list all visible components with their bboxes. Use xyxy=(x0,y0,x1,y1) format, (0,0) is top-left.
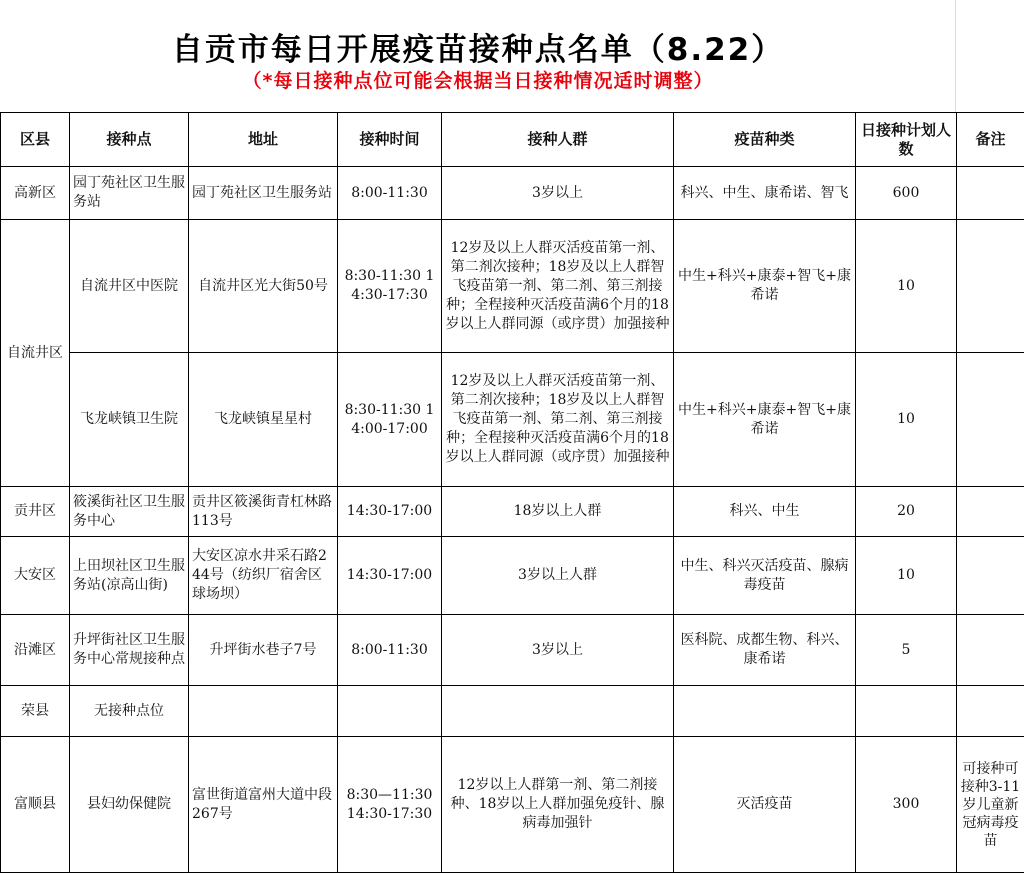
cell-count: 600 xyxy=(856,167,957,220)
cell-site: 升坪街社区卫生服务中心常规接种点 xyxy=(70,615,189,686)
cell-time: 8:00-11:30 xyxy=(338,167,442,220)
cell-time: 8:30-11:30 14:30-17:30 xyxy=(338,220,442,353)
cell-address: 富世街道富州大道中段267号 xyxy=(189,737,338,873)
cell-address: 升坪街水巷子7号 xyxy=(189,615,338,686)
cell-time xyxy=(338,686,442,737)
cell-site: 上田坝社区卫生服务站(凉高山街) xyxy=(70,537,189,615)
col-header-vaccine: 疫苗种类 xyxy=(674,113,856,167)
col-header-count: 日接种计划人数 xyxy=(856,113,957,167)
cell-note xyxy=(957,167,1024,220)
cell-county: 贡井区 xyxy=(1,487,70,537)
cell-address: 大安区凉水井采石路244号（纺织厂宿舍区球场坝） xyxy=(189,537,338,615)
header-row xyxy=(1,113,1024,167)
col-header-note: 备注 xyxy=(957,113,1024,167)
table-row xyxy=(1,167,1024,220)
cell-population: 12岁及以上人群灭活疫苗第一剂、第二剂次接种；18岁及以上人群智飞疫苗第一剂、第二剂、第三剂接种；全程接种灭活疫苗满6个月的18岁以上人群同源（或序贯）加强接种 xyxy=(442,353,674,487)
table-row xyxy=(1,615,1024,686)
table-row xyxy=(1,537,1024,615)
cell-site: 无接种点位 xyxy=(70,686,189,737)
cell-population: 18岁以上人群 xyxy=(442,487,674,537)
cell-time: 8:00-11:30 xyxy=(338,615,442,686)
cell-count xyxy=(856,686,957,737)
cell-site: 自流井区中医院 xyxy=(70,220,189,353)
cell-county: 高新区 xyxy=(1,167,70,220)
page-title: 自贡市每日开展疫苗接种点名单（8.22） xyxy=(0,24,956,69)
cell-address: 贡井区筱溪街青杠林路113号 xyxy=(189,487,338,537)
cell-county: 富顺县 xyxy=(1,737,70,873)
table-row xyxy=(1,737,1024,873)
cell-count: 300 xyxy=(856,737,957,873)
col-header-county: 区县 xyxy=(1,113,70,167)
cell-time: 8:30—11:30 14:30-17:30 xyxy=(338,737,442,873)
cell-count: 10 xyxy=(856,220,957,353)
cell-site: 县妇幼保健院 xyxy=(70,737,189,873)
cell-vaccine: 中生、科兴灭活疫苗、腺病毒疫苗 xyxy=(674,537,856,615)
cell-vaccine: 中生+科兴+康泰+智飞+康希诺 xyxy=(674,220,856,353)
cell-note xyxy=(957,487,1024,537)
cell-note xyxy=(957,537,1024,615)
page-subtitle: （*每日接种点位可能会根据当日接种情况适时调整） xyxy=(0,66,956,93)
cell-vaccine: 科兴、中生 xyxy=(674,487,856,537)
cell-address: 自流井区光大街50号 xyxy=(189,220,338,353)
cell-population: 3岁以上人群 xyxy=(442,537,674,615)
cell-vaccine: 灭活疫苗 xyxy=(674,737,856,873)
table-row xyxy=(1,220,1024,353)
cell-note xyxy=(957,615,1024,686)
cell-vaccine xyxy=(674,686,856,737)
cell-population: 3岁以上 xyxy=(442,167,674,220)
col-header-population: 接种人群 xyxy=(442,113,674,167)
cell-note xyxy=(957,686,1024,737)
col-header-site: 接种点 xyxy=(70,113,189,167)
col-header-time: 接种时间 xyxy=(338,113,442,167)
table-row xyxy=(1,686,1024,737)
cell-site: 园丁苑社区卫生服务站 xyxy=(70,167,189,220)
cell-count: 5 xyxy=(856,615,957,686)
cell-county: 沿滩区 xyxy=(1,615,70,686)
cell-site: 飞龙峡镇卫生院 xyxy=(70,353,189,487)
cell-address: 园丁苑社区卫生服务站 xyxy=(189,167,338,220)
cell-note xyxy=(957,353,1024,487)
table-row xyxy=(1,487,1024,537)
cell-population: 12岁以上人群第一剂、第二剂接种、18岁以上人群加强免疫针、腺病毒加强针 xyxy=(442,737,674,873)
cell-vaccine: 医科院、成都生物、科兴、康希诺 xyxy=(674,615,856,686)
cell-population: 3岁以上 xyxy=(442,615,674,686)
cell-address: 飞龙峡镇星星村 xyxy=(189,353,338,487)
col-header-address: 地址 xyxy=(189,113,338,167)
cell-county: 自流井区 xyxy=(1,220,70,487)
cell-count: 10 xyxy=(856,537,957,615)
cell-time: 14:30-17:00 xyxy=(338,487,442,537)
cell-count: 10 xyxy=(856,353,957,487)
cell-population: 12岁及以上人群灭活疫苗第一剂、第二剂次接种；18岁及以上人群智飞疫苗第一剂、第二剂、第三剂接种；全程接种灭活疫苗满6个月的18岁以上人群同源（或序贯）加强接种 xyxy=(442,220,674,353)
cell-site: 筱溪街社区卫生服务中心 xyxy=(70,487,189,537)
cell-note xyxy=(957,220,1024,353)
vaccination-sites-table xyxy=(0,112,1024,873)
cell-time: 14:30-17:00 xyxy=(338,537,442,615)
cell-county: 大安区 xyxy=(1,537,70,615)
cell-vaccine: 科兴、中生、康希诺、智飞 xyxy=(674,167,856,220)
table-row xyxy=(1,353,1024,487)
cell-population xyxy=(442,686,674,737)
cell-address xyxy=(189,686,338,737)
cell-vaccine: 中生+科兴+康泰+智飞+康希诺 xyxy=(674,353,856,487)
cell-count: 20 xyxy=(856,487,957,537)
cell-county: 荣县 xyxy=(1,686,70,737)
cell-time: 8:30-11:30 14:00-17:00 xyxy=(338,353,442,487)
cell-note: 可接种可接种3-11岁儿童新冠病毒疫苗 xyxy=(957,737,1024,873)
